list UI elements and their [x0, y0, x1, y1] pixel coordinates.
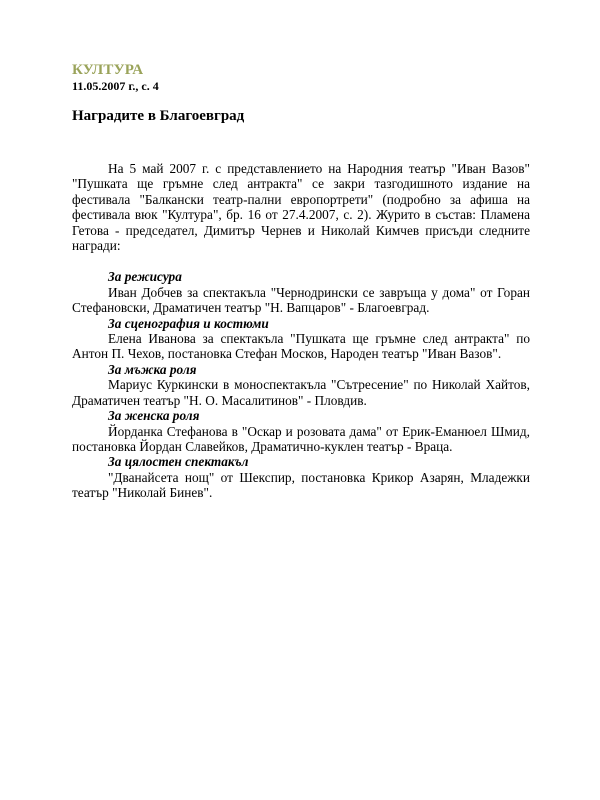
award-category: За режисура: [108, 269, 182, 285]
award-text: Йорданка Стефанова в "Оскар и розовата дама" от Ерик-Еманюел Шмид, постановка Йордан Славейков, Драматично-куклен театър - Враца.: [72, 423, 530, 454]
issue-date-page: 11.05.2007 г., с. 4: [72, 79, 159, 93]
award-text: Иван Добчев за спектакъла "Чернодрински се завръща у дома" от Горан Стефановски, Драматичен театър "Н. Вапцаров" - Благоевград.: [72, 284, 530, 316]
award-item: [72, 362, 530, 408]
award-category: За цялостен спектакъл: [108, 454, 249, 470]
award-category: За сценография и костюми: [108, 315, 269, 331]
award-item: [72, 408, 530, 454]
article-title: Наградите в Благоевград: [72, 108, 245, 124]
awards-list: [72, 269, 530, 500]
article-intro: На 5 май 2007 г. с представлението на Народния театър "Иван Вазов" "Пушката ще гръмне след антракта" се закри тазгодишното издание на фестивала "Балкански театр-пални европортрети" (подробно за афиша на фестивала вюк "Култура", бр. 16 от 27.4.2007, с. 2). Журито в състав: Пламена Гетова - председател, Димитър Чернев и Николай Кимчев присъди следните награди:: [72, 161, 530, 254]
document-page: [72, 62, 530, 501]
award-item: [72, 316, 530, 362]
publication-brand: КУЛТУРА: [72, 62, 144, 78]
award-category: За женска роля: [108, 408, 200, 424]
award-category: За мъжка роля: [108, 361, 197, 377]
award-text: "Дванайсета нощ" от Шекспир, постановка Крикор Азарян, Младежки театър "Николай Бинев".: [72, 469, 530, 501]
award-text: Елена Иванова за спектакъла "Пушката ще гръмне след антракта" по Антон П. Чехов, постановка Стефан Москов, Народен театър "Иван Вазов".: [72, 331, 530, 362]
award-text: Мариус Куркински в моноспектакъла "Сътресение" по Николай Хайтов, Драматичен театър "Н. О. Масалитинов" - Пловдив.: [72, 377, 530, 408]
award-item: [72, 269, 530, 315]
award-item: [72, 454, 530, 500]
